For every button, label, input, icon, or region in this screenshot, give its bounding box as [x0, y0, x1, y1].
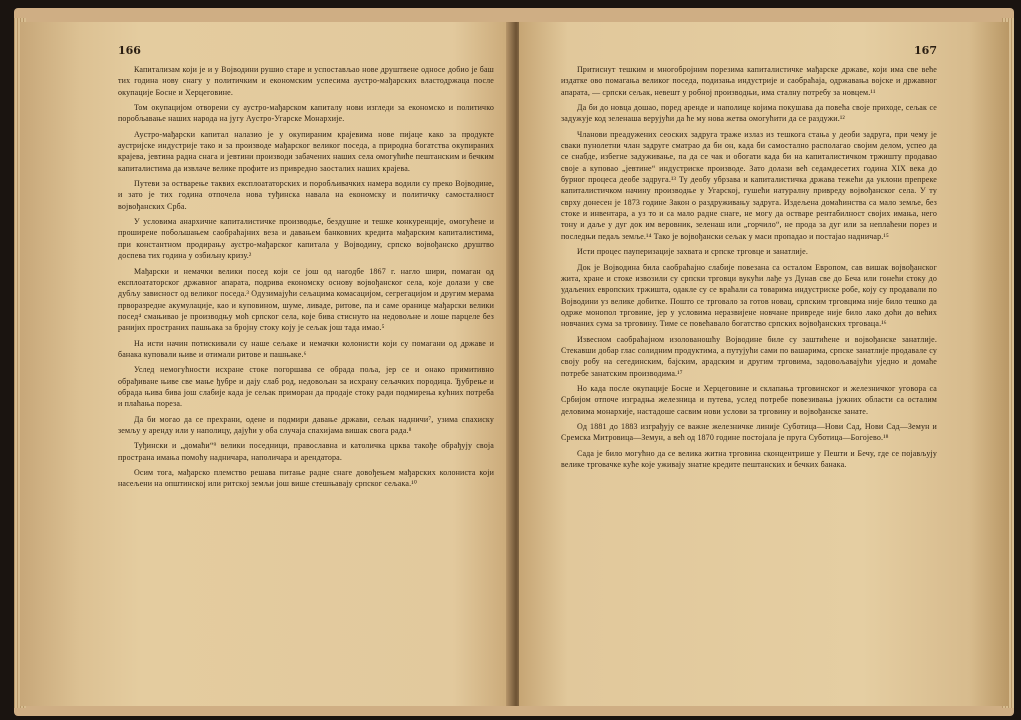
paragraph: Туђински и „домаћи“⁹ велики поседници, православна и католичка црква такође обрађују своја пространа имања помоћу надничара, наполичара и арендатора. [118, 441, 494, 462]
paragraph: Од 1881 до 1883 изграђују се важне железничке линије Суботица—Нови Сад, Нови Сад—Земун и Сремска Митровица—Земун, а већ од 1870 године постојала је пруга Суботица—Богојево.¹⁸ [561, 421, 937, 443]
paragraph: Притиснут тешким и многобројним порезима капиталистичке мађарске државе, који има све веће издатке ово помагања великог поседа, подизања индустрије и саобраћаја, одржавања војске и државног апарата, — српски сељак, невешт у робној производњи, има сталну потребу за новцем.¹¹ [561, 65, 937, 97]
left-page-text [118, 64, 494, 490]
paragraph: Исти процес пауперизације захвата и српске трговце и занатлије. [577, 247, 809, 257]
page-number-left: 166 [118, 44, 141, 57]
paragraph: Но када после окупације Босне и Херцеговине и склапања трговинског и железничког уговора са Србијом отпоче изградња железница и путева, услед потребе повезивања јужних области са осталим деловима монархије, настадоше сасвим нови услови за трговину и војвођанске занате. [561, 383, 937, 416]
paragraph: Извесном саобраћајном изолованошћу Војводине биле су заштићене и војвођанске занатлије. Стекавши добар глас солидним продуктима, а путујући сами по вашарима, српске занатлије продавале су своју робу на сегединским, бајским, арадским и другим трговима, задовољавајући уједно и домаће потребе занатским производима.¹⁷ [561, 334, 937, 378]
paragraph: Услед немогућности исхране стоке погоршава се обрада поља, јер се и онако примитивно обрађиване њиве све мање ђубре и дају слаб род, недовољан за исхрану сељачких породица. Ђубрење и обрада њива бива још слабије када је сељак приморан да продаје стоку ради подмирења кућних потреба и плаћања пореза. [118, 365, 494, 409]
paragraph: Да би до новца дошао, поред аренде и наполице којима покушава да повећа своје приходе, сељак се задужује код зеленаша верујући да ће му нова жетва омогућити да се раздужи.¹² [561, 103, 937, 124]
paragraph: Да би могао да се прехрани, одене и подмири давање држави, сељак надничи⁷, узима спахиску земљу у аренду или у наполицу, дајући у оба случаја спахијама вишак свога рада.⁸ [118, 414, 494, 435]
paragraph: У условима анархичне капиталистичке производње, бездушне и тешке конкуренције, омогућене и проширене побољшањем саобраћајних веза и давањем банковних кредита мађарским капиталистима, при константном продирању аустро-мађарског капитала у Војводину, српско војвођанско друштво доспева тих година у озбиљну кризу.² [118, 217, 494, 261]
paragraph: Чланови преадужених сеоских задруга траже излаз из тешкога стања у деоби задруга, при чему је сваки пунолетни члан задруге сматрао да би он, када би самостално располагао својим делом, успео да се снабде, избегне задуживање, па да се чак и обогати када би на капиталистичком тржишту продавао своје а куповао „јевтине“ индустриске производе. Зато долази већ седамдесетих година XIX века до бурног процеса деобе задруга.¹³ Ту деобу убрзава и капиталистичка држава тежећи да уклони препреке капиталистичком начину производње у Угарској, гушећи натуралну привреду војвођанског села. У ту сврху донесен је 1873 године Закон о раздруживању задруга. Издељена домаћинства са мало земље, без стоке и инвентара, а уз то и са мало радне снаге, не могу да остваре рентабилност својих имања, него тону и даље у дуг док им веровник, зеленаш или „горчило“, не прода за дуг или за неплаћени порез и последњи педаљ земље.¹⁴ Тако је војвођански сељак у маси пропадао и постајао надничар.¹⁵ [561, 129, 937, 241]
paragraph: Том окупацијом отворени су аустро-мађарском капиталу нови изгледи за економско и политичко поробљавање наших народа на југу Аустро-Угарске Монархије. [118, 103, 494, 124]
page-number-right: 167 [914, 44, 937, 57]
paragraph: Путеви за остварење таквих експлоататорских и поробљивачких намера водили су преко Војводине, и зато је тих година отпочела нова туђинска навала на економску и политичку самосталност војвођанских Срба. [118, 179, 494, 211]
paragraph: Капитализам који је и у Војводини рушио старе и успостављао нове друштвене односе добио је баш тих година нову снагу у политичким и економским успесима аустро-мађарских властодржаца после окупације Босне и Херцеговине. [118, 65, 494, 97]
paragraph: Аустро-мађарски капитал налазио је у окупираним крајевима нове пијаце како за продукте аустријске индустрије тако и за производе мађарског великог поседа, а природна богатства окупираних крајева, јевтина радна снага и јевтини производи забачених наших села омогућиће пештанским и бечким капиталистима да извлаче велике профите из привредно заосталих наших крајева. [118, 129, 494, 173]
paragraph: На исти начин потискивали су наше сељаке и немачки колонисти који су помагани од државе и банака куповали њиве и отимали ритове и пашњаке.⁶ [118, 338, 494, 359]
paragraph: Мађарски и немачки велики посед који се још од нагодбе 1867 г. нагло шири, помаган од експлоататорског државног апарата, подрива економску основу војвођанског села, које долази у све дубљу зависност од великог поседа.³ Одузимајући сељацима комасацијом, сегрегацијом и другим мерама прворазредне акумулације, као и куповином, шуме, ливаде, ритове, па и саме оранице мађарски велики посед⁴ смањивао је производњу моћ српског села, које бива стиснуто на недовољне и лоше парцеле без ранијих пространих пашњака за бројну стоку коју је сељак још тада имао.⁵ [118, 266, 494, 333]
open-book [14, 8, 1014, 716]
paragraph: Док је Војводина била саобраћајно слабије повезана са осталом Европом, сав вишак војвођанског жита, хране и стоке извозили су српски трговци вукући лађе уз Дунав све до Беча или гонећи стоку до удаљених европских тржишта, одакле су се враћали са товарима индустриске робе, коју су продавали по Војводини уз велике добитке. Пошто се трговало за готов новац, српским трговцима није било тешко да одрже монопол трговине, јер у условима неразвијене новчане привреде није било лако доћи до већих новчаних сума за трговину. Тиме се повећавало богатство српских војвођанских трговаца.¹⁶ [561, 262, 937, 329]
right-page [519, 22, 1009, 706]
left-page [20, 22, 512, 706]
right-page-text [561, 64, 937, 470]
paragraph: Сада је било могућно да се велика житна трговина сконцентрише у Пешти и Бечу, где се појављују велике трговачке куће које уживају знатне кредите пештанских и бечких банака. [561, 448, 937, 469]
paragraph: Осим тога, мађарско племство решава питање радне снаге довођењем мађарских колониста који насељени на општинској или ритској земљи још више стешњавају српског сељака.¹⁰ [118, 468, 494, 489]
